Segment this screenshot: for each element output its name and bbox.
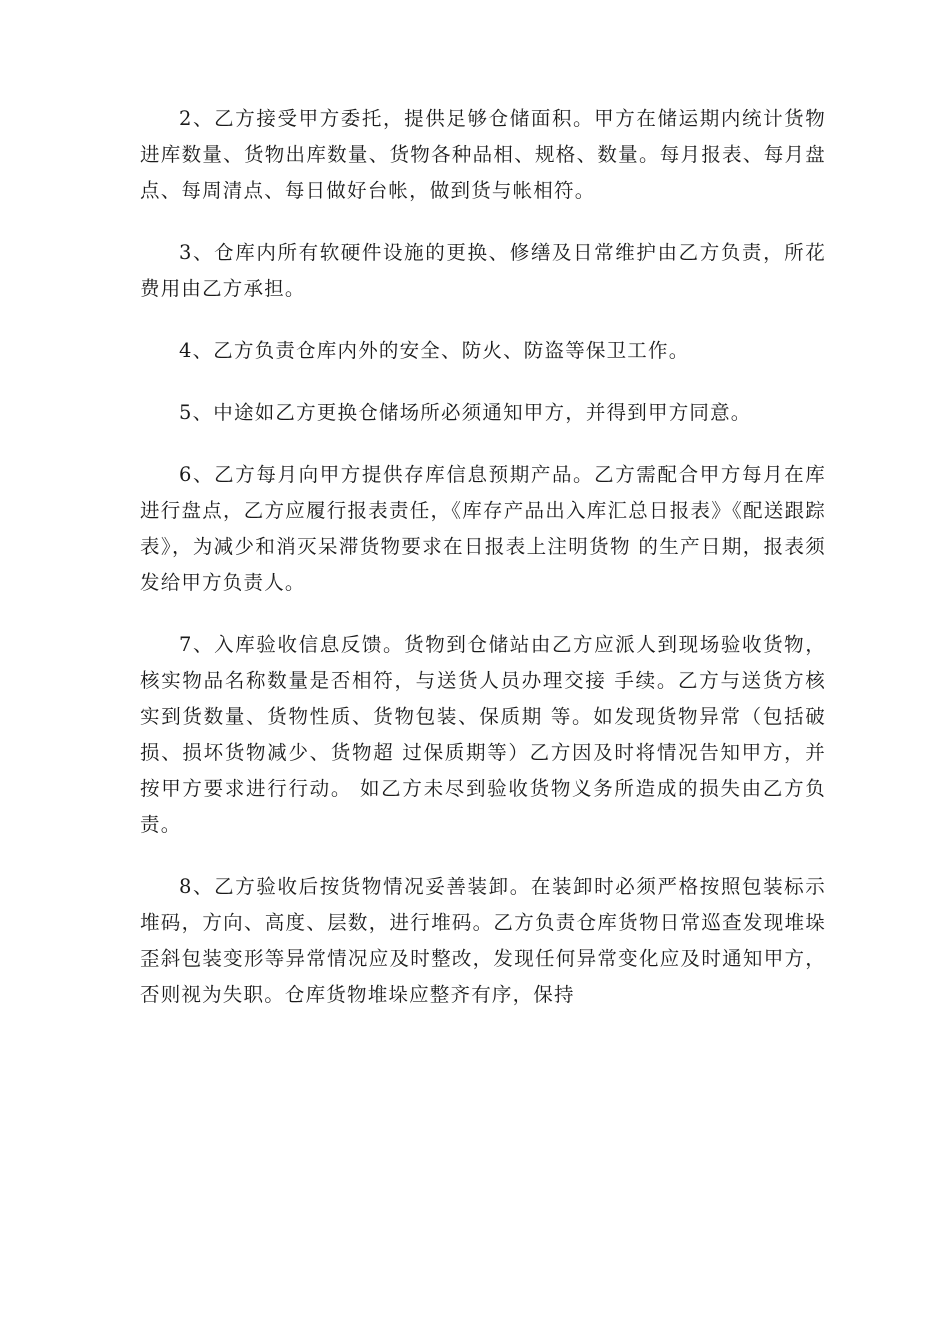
clause-5-paragraph: 5、中途如乙方更换仓储场所必须通知甲方，并得到甲方同意。 xyxy=(179,401,752,424)
clause-7-paragraph: 7、入库验收信息反馈。货物到仓储站由乙方应派人到现场验收货物，核实物品名称数量是否相符，与送货人员办理交接 手续。乙方与送货方核实到货数量、货物性质、货物包装、保质期 等。如发现货物异常（包括破损、损坏货物减少、货物超 过保质期等）乙方因及时将情况告知甲方，并按甲方要求进行行动。 如乙方未尽到验收货物义务所造成的损失由乙方负责。 xyxy=(140,633,826,836)
clause-6-paragraph: 6、乙方每月向甲方提供存库信息预期产品。乙方需配合甲方每月在库进行盘点，乙方应履行报表责任，《库存产品出入库汇总日报表》《配送跟踪表》，为减少和消灭呆滞货物要求在日报表上注明货物 的生产日期，报表须发给甲方负责人。 xyxy=(140,463,826,594)
clause-3-paragraph: 3、仓库内所有软硬件设施的更换、修缮及日常维护由乙方负责，所花费用由乙方承担。 xyxy=(140,241,826,300)
clause-4-paragraph: 4、乙方负责仓库内外的安全、防火、防盗等保卫工作。 xyxy=(179,339,690,362)
document-body xyxy=(140,101,826,1039)
clause-8-paragraph: 8、乙方验收后按货物情况妥善装卸。在装卸时必须严格按照包装标示堆码，方向、高度、层数，进行堆码。乙方负责仓库货物日常巡查发现堆垛歪斜包装变形等异常情况应及时整改，发现任何异常变化应及时通知甲方，否则视为失职。仓库货物堆垛应整齐有序，保持 xyxy=(140,875,826,1006)
clause-2-paragraph: 2、乙方接受甲方委托，提供足够仓储面积。甲方在储运期内统计货物进库数量、货物出库数量、货物各种品相、规格、数量。每月报表、每月盘点、每周清点、每日做好台帐，做到货与帐相符。 xyxy=(140,107,826,202)
